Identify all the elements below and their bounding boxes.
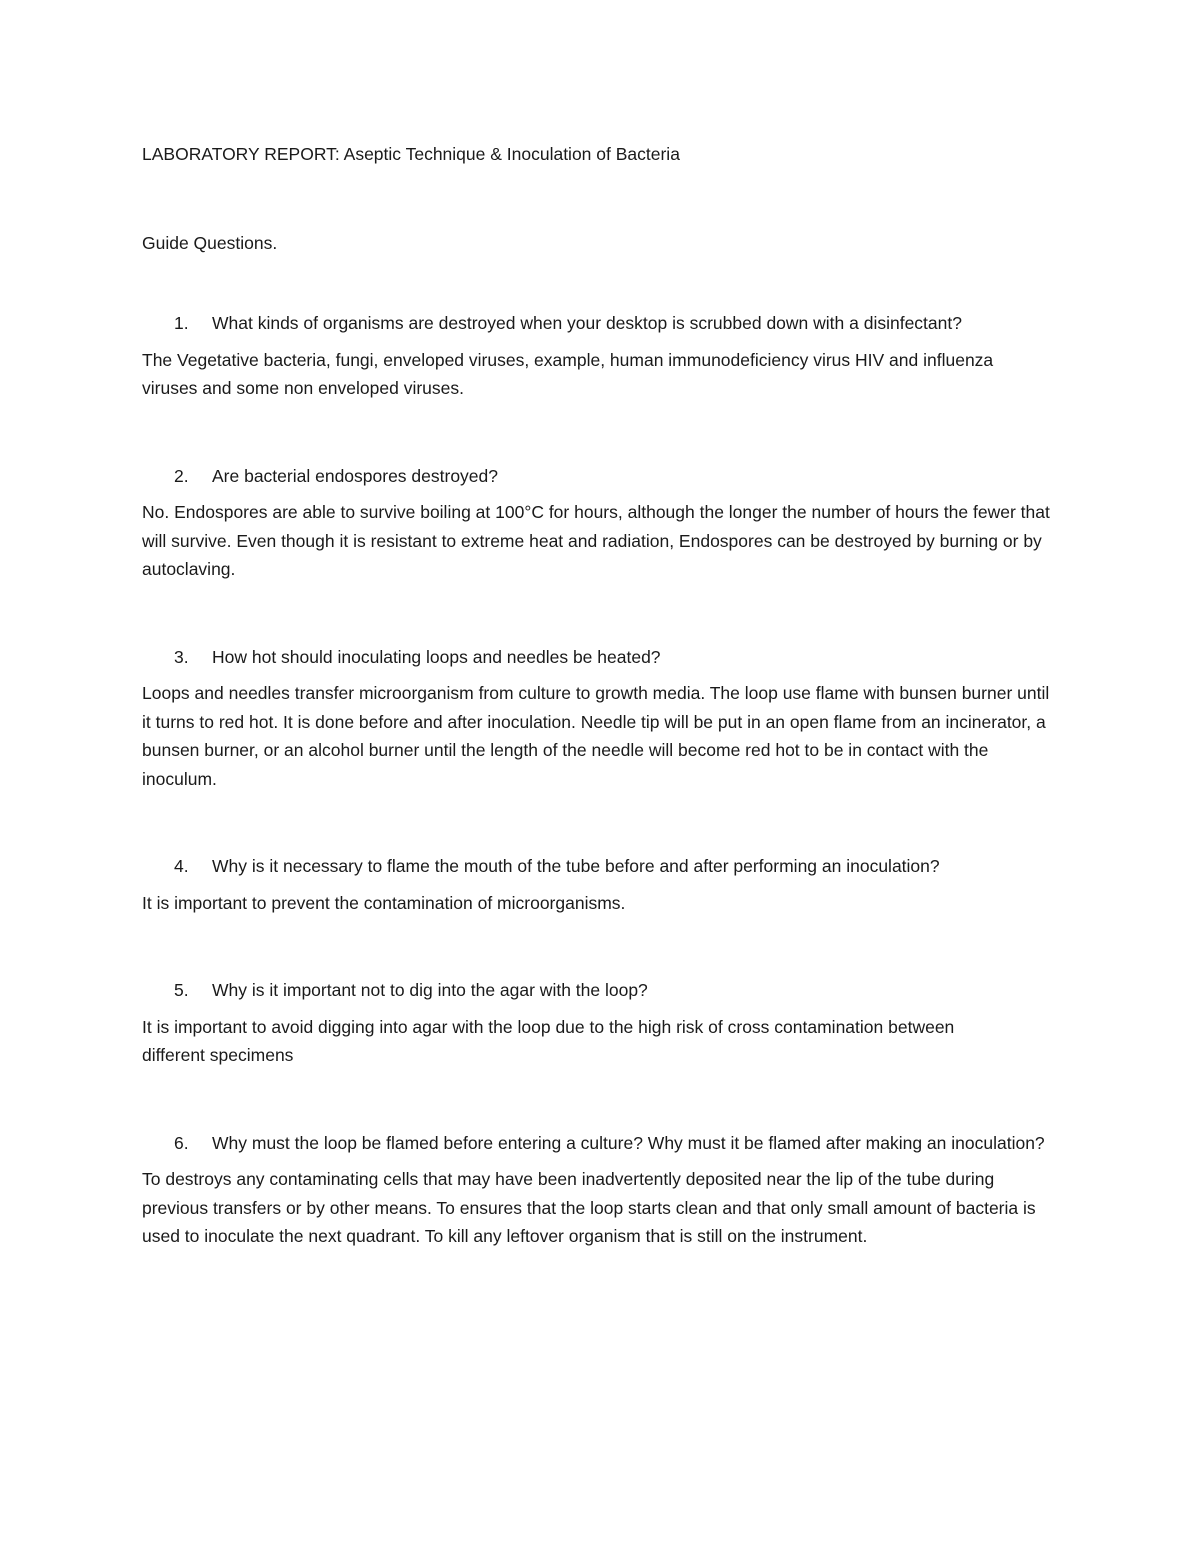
question-number: 1. [174,313,189,333]
answer-text: To destroys any contaminating cells that may have been inadvertently deposited near the lip of the tube during previous transfers or by other means. To ensures that the loop starts clean and that only small amount of bacteria is used to inoculate the next quadrant. To kill any leftover organism that is still on the instrument. [142,1169,1036,1246]
qa-item-5 [142,976,1062,1070]
question-number: 3. [174,646,189,667]
question-number: 5. [174,980,189,1000]
qa-item-3 [142,643,1062,794]
question-number: 4. [174,856,189,876]
question-text: Why is it necessary to flame the mouth of the tube before and after performing an inoculation? [212,856,940,876]
question-number: 6. [174,1132,189,1153]
question [142,643,1062,672]
answer-text: It is important to avoid digging into agar with the loop due to the high risk of cross contamination between different specimens [142,1016,955,1065]
question-text: What kinds of organisms are destroyed when your desktop is scrubbed down with a disinfectant? [212,313,962,333]
question-text: Why must the loop be flamed before entering a culture? Why must it be flamed after making an inoculation? [212,1132,1045,1153]
qa-item-6 [142,1129,1062,1251]
question [142,852,1062,881]
question-text: How hot should inoculating loops and needles be heated? [212,646,661,667]
question [142,1129,1062,1158]
qa-item-4 [142,852,1062,917]
document-body [142,140,1062,1251]
section-heading: Guide Questions. [142,232,278,253]
answer-text: The Vegetative bacteria, fungi, enveloped viruses, example, human immunodeficiency virus HIV and influenza viruses and some non enveloped viruses. [142,349,994,398]
qa-item-1 [142,309,1062,403]
report-title: LABORATORY REPORT: Aseptic Technique & Inoculation of Bacteria [142,144,680,164]
question [142,462,1062,491]
question-text: Are bacterial endospores destroyed? [212,465,499,486]
question [142,976,1062,1005]
question-number: 2. [174,465,189,486]
answer-text: No. Endospores are able to survive boiling at 100°C for hours, although the longer the number of hours the fewer that will survive. Even though it is resistant to extreme heat and radiation, Endospores can be destroyed by burning or by autoclaving. [142,502,1050,579]
question-text: Why is it important not to dig into the agar with the loop? [212,980,648,1000]
qa-item-2 [142,462,1062,584]
answer-text: It is important to prevent the contamination of microorganisms. [142,892,626,913]
question [142,309,1062,338]
answer-text: Loops and needles transfer microorganism from culture to growth media. The loop use flame with bunsen burner until it turns to red hot. It is done before and after inoculation. Needle tip will be put in an open flame from an incinerator, a bunsen burner, or an alcohol burner until the length of the needle will become red hot to be in contact with the inoculum. [142,683,1050,789]
